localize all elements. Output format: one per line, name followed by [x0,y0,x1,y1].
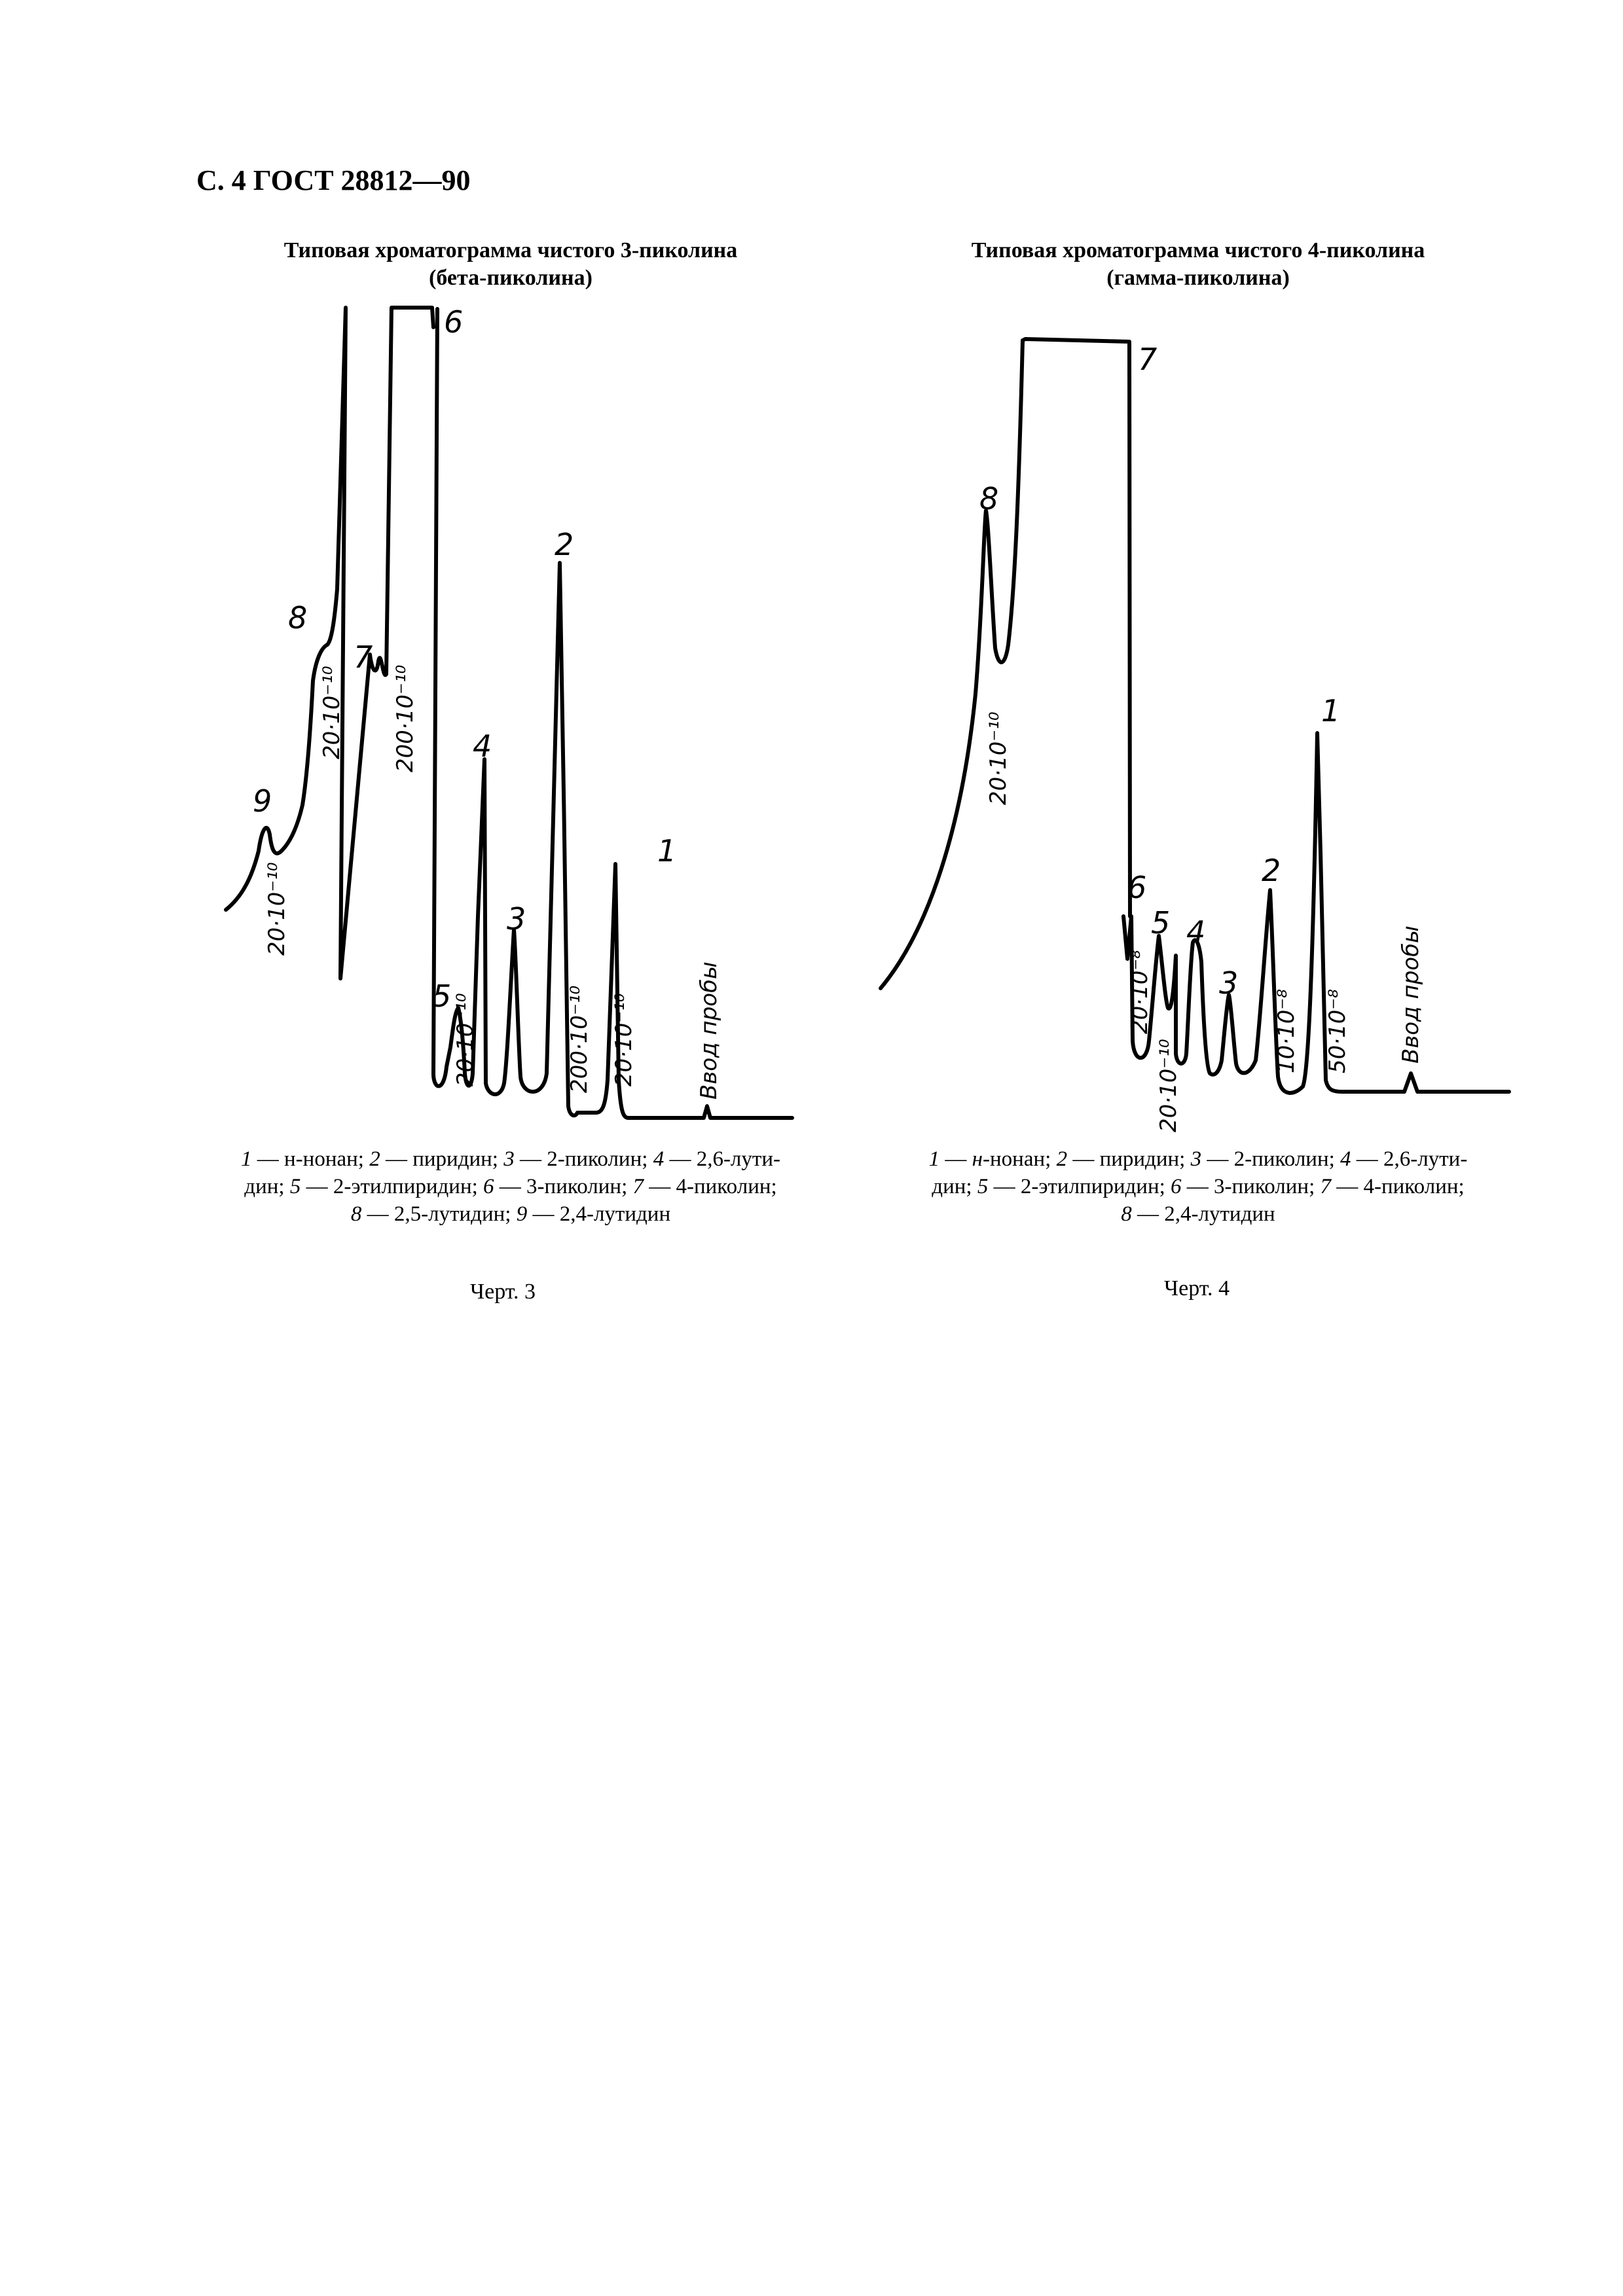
legend-text: — пиридин; [1067,1147,1191,1171]
chart3-scale-label-8: 20·10⁻¹⁰ [319,666,345,759]
chart4-scale-label-2: 10·10⁻⁸ [1273,989,1300,1073]
legend-text: — н-нонан; [251,1147,370,1171]
trace-segment-peaks-6-to-1 [1123,733,1509,1093]
legend-text: — 2,6-лути- [664,1147,780,1171]
chart3-scale-label-2: 200·10⁻¹⁰ [566,985,593,1093]
legend-num: 2 [1056,1147,1068,1171]
chart3-scale-label-9: 20·10⁻¹⁰ [264,862,290,956]
legend-text: — 2-пиколин; [1201,1147,1341,1171]
legend-num: 4 [653,1147,665,1171]
legend-text: — 2,6-лути- [1351,1147,1468,1171]
chart4-peak-label-8: 8 [979,481,999,516]
legend-text: -нонан; [983,1147,1057,1171]
chart3-peak-label-3: 3 [507,901,526,937]
chart4-peak-label-3: 3 [1219,965,1239,1001]
legend-text: — 2,4-лутидин [1131,1202,1275,1226]
chart3-scale-label-7: 200·10⁻¹⁰ [392,664,418,772]
legend-num: 3 [503,1147,515,1171]
chromatogram-3 [226,304,792,1118]
chart3-peak-label-8: 8 [288,600,308,636]
legend-num: 5 [289,1175,301,1198]
legend-text: — 2-этилпиридин; [301,1175,484,1198]
legend-text: — 3-пиколин; [494,1175,633,1198]
chart4-injection-label: Ввод пробы [1398,925,1424,1064]
chart4-peak-label-6: 6 [1127,870,1147,905]
chart4-scale-label-1: 50·10⁻⁸ [1324,989,1351,1073]
legend-num: 1 [241,1147,252,1171]
chart4-scale-label-6: 20·10⁻⁸ [1127,950,1153,1034]
chart3-peak-label-9: 9 [253,783,272,819]
legend-text: — 2-этилпиридин; [988,1175,1171,1198]
figure-4-legend [877,1145,1519,1228]
legend-italic: н [972,1147,983,1171]
chart3-peak-label-6: 6 [444,304,464,340]
page-header: С. 4 ГОСТ 28812—90 [196,164,471,196]
legend-num: 6 [1171,1175,1182,1198]
figure-4-title-line2: (гамма-пиколина) [1106,266,1290,290]
figure-4-legend-line1 [877,1145,1519,1173]
figure-3-legend [190,1145,831,1228]
legend-num: 8 [350,1202,362,1226]
chart3-peak-label-2: 2 [555,527,574,562]
legend-num: 9 [516,1202,528,1226]
figure-4-caption: Черт. 4 [1164,1276,1230,1300]
chromatogram-4 [881,339,1509,1132]
figure-3-title-line1: Типовая хроматограмма чистого 3-пиколина [283,238,738,262]
chart4-peak-label-7: 7 [1138,342,1158,377]
chart3-peak-label-5: 5 [432,978,452,1014]
figure-3-title-line2: (бета-пиколина) [429,266,593,290]
legend-num: 6 [483,1175,494,1198]
legend-num: 1 [928,1147,940,1171]
figure-4-title-line1: Типовая хроматограмма чистого 4-пиколина [971,238,1425,262]
chart3-peak-label-7: 7 [354,639,373,675]
figure-3-legend-line1 [190,1145,831,1173]
legend-num: 7 [1320,1175,1331,1198]
legend-num: 7 [632,1175,644,1198]
chart3-injection-label: Ввод пробы [696,961,722,1100]
legend-text: дин; [932,1175,977,1198]
figure-4-legend-line3 [877,1200,1519,1228]
legend-num: 5 [977,1175,989,1198]
figure-3-legend-line2 [190,1173,831,1200]
legend-text: — 2-пиколин; [514,1147,653,1171]
chart3-scale-label-1: 20·10⁻¹⁰ [611,993,637,1086]
legend-num: 8 [1121,1202,1132,1226]
legend-num: 4 [1340,1147,1351,1171]
legend-text: — 3-пиколин; [1181,1175,1321,1198]
chart4-scale-label-8: 20·10⁻¹⁰ [985,711,1012,805]
figure-3-caption: Черт. 3 [470,1280,536,1304]
legend-num: 3 [1190,1147,1202,1171]
figure-4-legend-line2 [877,1173,1519,1200]
legend-text: — 2,5-лутидин; [361,1202,517,1226]
chart4-peak-label-1: 1 [1321,693,1341,728]
legend-text: — 2,4-лутидин [527,1202,671,1226]
chart4-peak-label-4: 4 [1186,914,1206,950]
chart3-peak-label-4: 4 [473,728,492,764]
legend-text: — [939,1147,972,1171]
chart4-peak-label-2: 2 [1262,853,1281,888]
chart3-peak-label-1: 1 [657,833,677,869]
legend-text: — 4-пиколин; [1331,1175,1465,1198]
chart4-peak-label-5: 5 [1151,905,1171,941]
legend-num: 2 [369,1147,380,1171]
trace-segment-peaks-9-8 [226,308,433,978]
trace-segment-peaks-8-7 [881,339,1130,988]
legend-text: — 4-пиколин; [644,1175,777,1198]
legend-text: дин; [244,1175,290,1198]
legend-text: — пиридин; [380,1147,504,1171]
chart3-scale-label-5: 20·10⁻¹⁰ [452,993,479,1086]
figure-3-legend-line3 [190,1200,831,1228]
chart4-scale-label-5: 20·10⁻¹⁰ [1156,1039,1182,1132]
